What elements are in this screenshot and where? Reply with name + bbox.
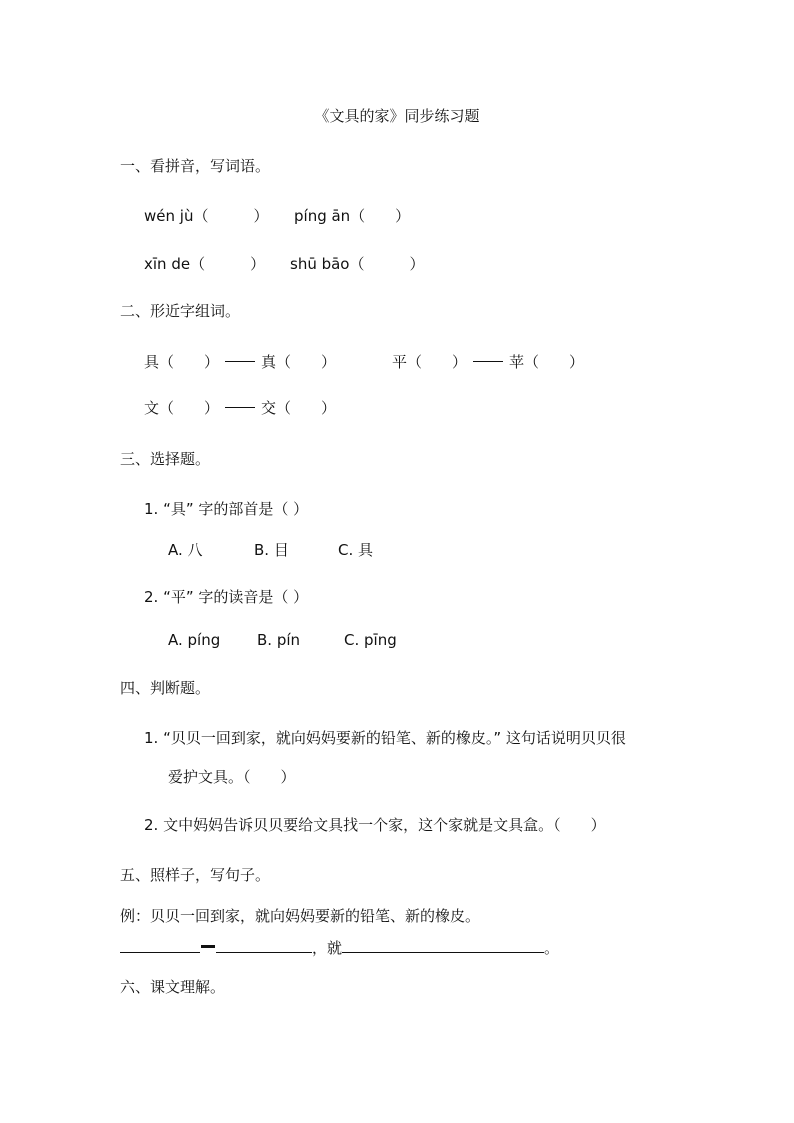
pair-dash — [225, 407, 255, 408]
section-4-heading: 四、判断题。 — [120, 679, 211, 697]
char-ping: 平（ ） — [392, 353, 468, 371]
section-1-heading: 一、看拼音，写词语。 — [120, 157, 271, 175]
blank-2[interactable] — [216, 938, 312, 953]
judgment-1-line-1: 1. “贝贝一回到家，就向妈妈要新的铅笔、新的橡皮。” 这句话说明贝贝很 — [144, 729, 626, 747]
option-3-1-a: A. 八 — [168, 541, 203, 559]
char-pair-ping-ping — [392, 352, 584, 372]
section-2-heading: 二、形近字组词。 — [120, 302, 241, 320]
char-ping-apple: 苹（ ） — [509, 353, 585, 371]
option-3-2-b: B. pín — [257, 631, 301, 649]
blank-3[interactable] — [342, 938, 544, 953]
option-3-1-c: C. 具 — [338, 541, 374, 559]
yi-stroke — [201, 945, 215, 948]
pair-dash — [225, 361, 255, 362]
blank-connector: ，就 — [312, 939, 343, 957]
blank-1[interactable] — [120, 938, 200, 953]
pair-dash — [473, 361, 503, 362]
judgment-1-line-2: 爱护文具。（ ） — [168, 768, 296, 786]
pinyin-item-pingan: píng ān（ ） — [294, 207, 411, 225]
char-pair-ju-zhen — [144, 352, 336, 372]
option-3-2-a: A. píng — [168, 631, 221, 649]
pinyin-item-wenju: wén jù（ ） — [144, 207, 269, 225]
question-3-2: 2. “平” 字的读音是（ ） — [144, 588, 309, 606]
judgment-2: 2. 文中妈妈告诉贝贝要给文具找一个家，这个家就是文具盒。（ ） — [144, 816, 606, 834]
section-5-heading: 五、照样子，写句子。 — [120, 866, 271, 884]
sentence-fill-blank — [120, 938, 559, 958]
char-jiao: 交（ ） — [261, 399, 337, 417]
page-title: 《文具的家》同步练习题 — [314, 107, 480, 125]
section-6-heading: 六、课文理解。 — [120, 978, 226, 996]
pinyin-item-shubao: shū bāo（ ） — [290, 255, 425, 273]
char-pair-wen-jiao — [144, 398, 336, 418]
question-3-1: 1. “具” 字的部首是（ ） — [144, 500, 309, 518]
pinyin-item-xinde: xīn de（ ） — [144, 255, 266, 273]
example-sentence: 例：贝贝一回到家，就向妈妈要新的铅笔、新的橡皮。 — [120, 907, 481, 925]
option-3-2-c: C. pīng — [344, 631, 397, 649]
section-3-heading: 三、选择题。 — [120, 450, 211, 468]
blank-period: 。 — [544, 939, 560, 957]
char-wen: 文（ ） — [144, 399, 220, 417]
option-3-1-b: B. 目 — [254, 541, 289, 559]
char-zhen: 真（ ） — [261, 353, 337, 371]
char-ju: 具（ ） — [144, 353, 220, 371]
